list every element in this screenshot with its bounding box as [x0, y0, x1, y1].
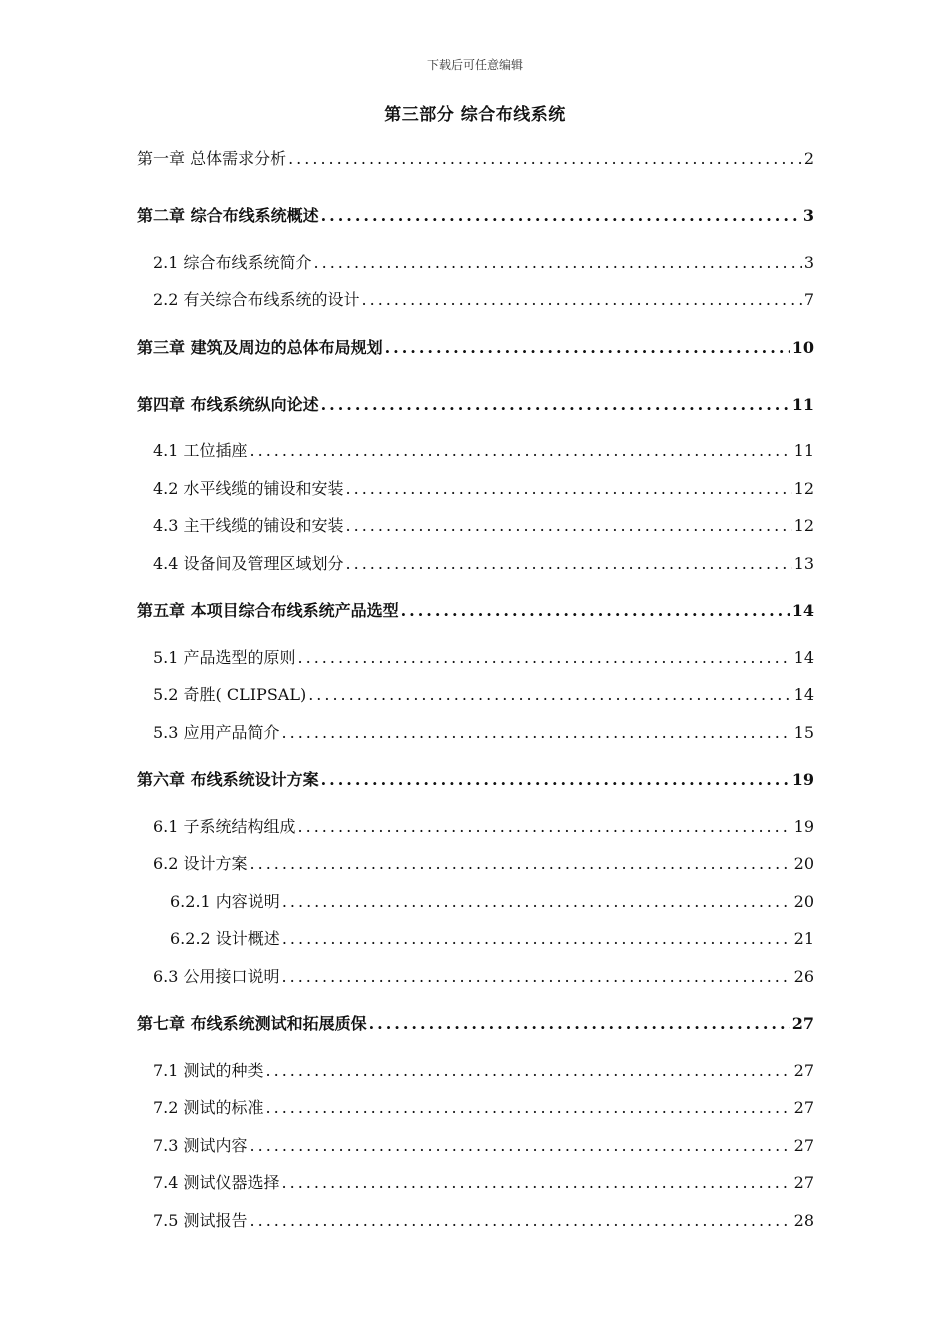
toc-leader — [282, 965, 792, 989]
toc-leader — [282, 1171, 792, 1195]
toc-leader — [346, 514, 792, 538]
toc-leader — [298, 646, 792, 670]
toc-label: 第一章 总体需求分析 — [137, 149, 287, 168]
toc-leader — [346, 552, 792, 576]
toc-label: 6.2.1 内容说明 — [170, 892, 280, 911]
toc-entry-6-1[interactable] — [153, 815, 814, 839]
toc-leader — [250, 1209, 792, 1233]
toc-entry-4-4[interactable] — [153, 552, 814, 576]
toc-page-number: 20 — [793, 892, 814, 911]
toc-entry-4-3[interactable] — [153, 514, 814, 538]
toc-label: 4.1 工位插座 — [153, 441, 248, 460]
toc-leader — [288, 147, 802, 171]
toc-label: 4.2 水平线缆的铺设和安装 — [153, 479, 344, 498]
toc-entry-6-2-2[interactable] — [170, 927, 814, 951]
toc-leader — [266, 1059, 792, 1083]
toc-page-number: 11 — [791, 395, 814, 414]
toc-label: 2.2 有关综合布线系统的设计 — [153, 290, 360, 309]
toc-label: 第七章 布线系统测试和拓展质保 — [137, 1014, 367, 1033]
toc-leader — [282, 721, 792, 745]
toc-page-number: 27 — [793, 1136, 814, 1155]
toc-label: 第五章 本项目综合布线系统产品选型 — [137, 601, 399, 620]
toc-page-number: 27 — [791, 1014, 814, 1033]
toc-leader — [346, 477, 792, 501]
toc-leader — [314, 251, 802, 275]
toc-entry-5-2[interactable] — [153, 683, 814, 707]
toc-page-number: 10 — [791, 338, 814, 357]
toc-label: 6.1 子系统结构组成 — [153, 817, 296, 836]
toc-label: 7.2 测试的标准 — [153, 1098, 264, 1117]
toc-entry-7-4[interactable] — [153, 1171, 814, 1195]
toc-entry-chapter-4[interactable] — [137, 393, 814, 417]
toc-label: 5.1 产品选型的原则 — [153, 648, 296, 667]
toc-leader — [282, 890, 792, 914]
toc-leader — [369, 1012, 790, 1036]
toc-leader — [362, 288, 802, 312]
toc-label: 5.3 应用产品简介 — [153, 723, 280, 742]
toc-page-number: 14 — [791, 601, 814, 620]
toc-leader — [401, 599, 790, 623]
toc-entry-7-5[interactable] — [153, 1209, 814, 1233]
toc-entry-7-3[interactable] — [153, 1134, 814, 1158]
header-note: 下载后可任意编辑 — [426, 58, 523, 72]
toc-entry-6-2-1[interactable] — [170, 890, 814, 914]
toc-entry-7-2[interactable] — [153, 1096, 814, 1120]
toc-page-number: 19 — [793, 817, 814, 836]
toc-page-number: 3 — [802, 206, 814, 225]
toc-page-number: 27 — [793, 1098, 814, 1117]
toc-label: 7.5 测试报告 — [153, 1211, 248, 1230]
toc-label: 第四章 布线系统纵向论述 — [137, 395, 319, 414]
toc-page-number: 21 — [793, 929, 814, 948]
toc-leader — [266, 1096, 792, 1120]
toc-page-number: 12 — [793, 479, 814, 498]
toc-entry-4-1[interactable] — [153, 439, 814, 463]
toc-label: 7.4 测试仪器选择 — [153, 1173, 280, 1192]
toc-entry-chapter-5[interactable] — [137, 599, 814, 623]
toc-leader — [250, 852, 792, 876]
toc-entry-5-3[interactable] — [153, 721, 814, 745]
toc-page-number: 27 — [793, 1061, 814, 1080]
toc-entry-2-2[interactable] — [153, 288, 814, 312]
toc-entry-2-1[interactable] — [153, 251, 814, 275]
toc-page-number: 15 — [793, 723, 814, 742]
toc-entry-chapter-1[interactable] — [137, 147, 814, 171]
toc-leader — [321, 393, 790, 417]
toc-label: 第二章 综合布线系统概述 — [137, 206, 319, 225]
toc-page-number: 19 — [791, 770, 814, 789]
toc-leader — [308, 683, 791, 707]
toc-entry-7-1[interactable] — [153, 1059, 814, 1083]
toc-label: 5.2 奇胜( CLIPSAL) — [153, 685, 307, 704]
toc-label: 7.3 测试内容 — [153, 1136, 248, 1155]
toc-page-number: 14 — [793, 648, 814, 667]
toc-page-number: 11 — [793, 441, 814, 460]
toc-label: 6.2 设计方案 — [153, 854, 248, 873]
toc-page-number: 26 — [793, 967, 814, 986]
toc-page-number: 13 — [793, 554, 814, 573]
toc-page-number: 3 — [803, 253, 814, 272]
toc-label: 6.2.2 设计概述 — [170, 929, 280, 948]
toc-page-number: 28 — [793, 1211, 814, 1230]
toc-label: 4.4 设备间及管理区域划分 — [153, 554, 344, 573]
toc-label: 7.1 测试的种类 — [153, 1061, 264, 1080]
toc-page-number: 7 — [803, 290, 814, 309]
toc-label: 4.3 主干线缆的铺设和安装 — [153, 516, 344, 535]
toc-entry-4-2[interactable] — [153, 477, 814, 501]
toc-entry-6-2[interactable] — [153, 852, 814, 876]
toc-entry-6-3[interactable] — [153, 965, 814, 989]
toc-label: 2.1 综合布线系统简介 — [153, 253, 312, 272]
toc-leader — [321, 768, 790, 792]
toc-leader — [385, 336, 790, 360]
toc-page-number: 27 — [793, 1173, 814, 1192]
toc-leader — [250, 439, 792, 463]
toc-entry-chapter-6[interactable] — [137, 768, 814, 792]
toc-label: 6.3 公用接口说明 — [153, 967, 280, 986]
toc-label: 第三章 建筑及周边的总体布局规划 — [137, 338, 383, 357]
toc-page-number: 2 — [803, 149, 814, 168]
toc-entry-chapter-7[interactable] — [137, 1012, 814, 1036]
toc-entry-5-1[interactable] — [153, 646, 814, 670]
toc-leader — [250, 1134, 792, 1158]
toc-entry-chapter-3[interactable] — [137, 336, 814, 360]
toc-leader — [321, 204, 801, 228]
toc-leader — [282, 927, 792, 951]
toc-page-number: 12 — [793, 516, 814, 535]
page-title: 第三部分 综合布线系统 — [384, 105, 566, 125]
toc-page-number: 20 — [793, 854, 814, 873]
toc-entry-chapter-2[interactable] — [137, 204, 814, 228]
toc-leader — [298, 815, 792, 839]
toc-page-number: 14 — [793, 685, 814, 704]
toc-label: 第六章 布线系统设计方案 — [137, 770, 319, 789]
